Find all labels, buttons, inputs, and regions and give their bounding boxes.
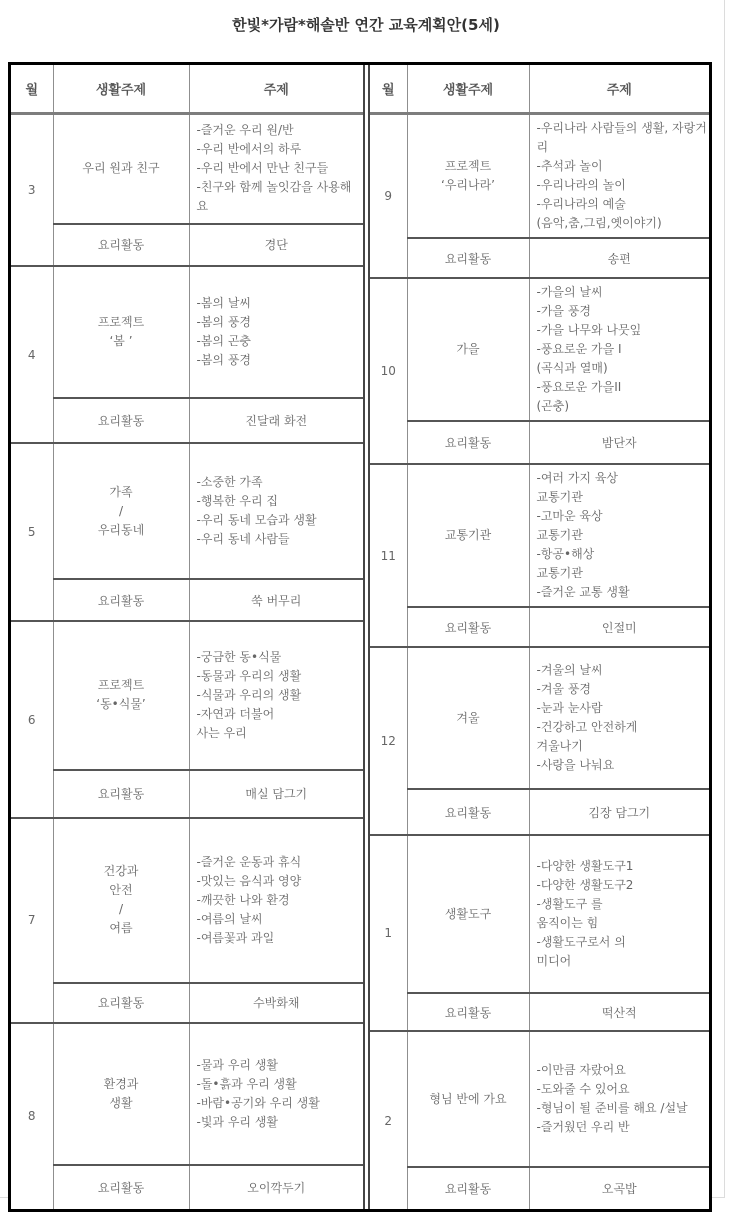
cooking-row [11,983,363,1023]
cooking-row [370,607,709,647]
cooking-value-cell: 쑥 버무리 [189,579,363,621]
cooking-row [11,1165,363,1209]
month-cell: 1 [370,835,407,1031]
cooking-row [11,398,363,443]
header-row [11,65,363,114]
theme-list-cell: -즐거운 운동과 휴식 -맛있는 음식과 영양 -깨끗한 나와 환경 -여름의 날씨 -여름꽃과 과일 [189,818,363,983]
month-cell: 12 [370,647,407,835]
cooking-row [370,238,709,278]
cooking-value-cell: 오곡밥 [529,1167,709,1209]
cooking-label-cell: 요리활동 [407,421,529,464]
cooking-value-cell: 경단 [189,224,363,266]
theme-row [370,1031,709,1167]
cooking-row [11,224,363,266]
month-cell: 8 [11,1023,53,1209]
theme-list-cell: -겨울의 날씨 -겨울 풍경 -눈과 눈사람 -건강하고 안전하게 겨울나기 -사랑을 나눠요 [529,647,709,789]
life-theme-cell: 형님 반에 가요 [407,1031,529,1167]
cooking-row [11,579,363,621]
header-month: 월 [11,65,53,114]
month-cell: 4 [11,266,53,444]
theme-row [11,443,363,579]
theme-list-cell: -봄의 날씨 -봄의 풍경 -봄의 곤충 -봄의 풍경 [189,266,363,399]
life-theme-cell: 프로젝트 ‘우리나라’ [407,114,529,239]
month-block-7 [11,818,363,1023]
month-cell: 7 [11,818,53,1023]
month-cell: 5 [11,443,53,621]
month-block-9 [370,114,709,279]
table-divider [363,65,370,1209]
theme-list-cell: -소중한 가족 -행복한 우리 집 -우리 동네 모습과 생활 -우리 동네 사람들 [189,443,363,579]
header-theme: 주제 [189,65,363,114]
life-theme-cell: 환경과 생활 [53,1023,189,1165]
life-theme-cell: 교통기관 [407,464,529,607]
cooking-row [11,770,363,818]
month-block-8 [11,1023,363,1209]
life-theme-cell: 프로젝트 ‘동•식물’ [53,621,189,770]
theme-row [11,114,363,224]
life-theme-cell: 우리 원과 친구 [53,114,189,224]
header-row [370,65,709,114]
life-theme-cell: 가을 [407,278,529,421]
theme-row [11,1023,363,1165]
theme-list-cell: -궁금한 동•식물 -동물과 우리의 생활 -식물과 우리의 생활 -자연과 더불어 사는 우리 [189,621,363,770]
theme-list-cell: -이만큼 자랐어요 -도와줄 수 있어요 -형님이 될 준비를 해요 /설날 -즐거웠던 우리 반 [529,1031,709,1167]
cooking-value-cell: 진달래 화전 [189,398,363,443]
cooking-label-cell: 요리활동 [53,983,189,1023]
header-month: 월 [370,65,407,114]
cooking-value-cell: 수박화채 [189,983,363,1023]
cooking-row [370,1167,709,1209]
life-theme-cell: 건강과 안전 / 여름 [53,818,189,983]
theme-row [370,278,709,421]
theme-list-cell: -물과 우리 생활 -돌•흙과 우리 생활 -바람•공기와 우리 생활 -빛과 우리 생활 [189,1023,363,1165]
theme-list-cell: -다양한 생활도구1 -다양한 생활도구2 -생활도구 를 움직이는 힘 -생활도구로서 의 미디어 [529,835,709,993]
theme-row [370,835,709,993]
cooking-row [370,421,709,464]
month-block-6 [11,621,363,818]
annual-plan-table [8,62,712,1212]
month-cell: 2 [370,1031,407,1209]
theme-row [11,818,363,983]
life-theme-cell: 가족 / 우리동네 [53,443,189,579]
cooking-value-cell: 밤단자 [529,421,709,464]
cooking-value-cell: 김장 담그기 [529,789,709,835]
cooking-value-cell: 인절미 [529,607,709,647]
schedule-table-right [370,65,709,1209]
month-block-1 [370,835,709,1031]
theme-list-cell: -가을의 날씨 -가을 풍경 -가을 나무와 나뭇잎 -풍요로운 가을 I (곡식과 열매) -풍요로운 가을II (곤충) [529,278,709,421]
theme-row [370,464,709,607]
schedule-table-left [11,65,363,1209]
theme-row [11,621,363,770]
header-life-theme: 생활주제 [407,65,529,114]
cooking-value-cell: 송편 [529,238,709,278]
cooking-label-cell: 요리활동 [53,770,189,818]
cooking-label-cell: 요리활동 [407,607,529,647]
cooking-value-cell: 떡산적 [529,993,709,1031]
cooking-row [370,993,709,1031]
cooking-label-cell: 요리활동 [407,993,529,1031]
month-block-12 [370,647,709,835]
theme-row [11,266,363,399]
cooking-label-cell: 요리활동 [53,224,189,266]
cooking-row [370,789,709,835]
month-cell: 3 [11,114,53,266]
theme-list-cell: -여러 가지 육상 교통기관 -고마운 육상 교통기관 -항공•해상 교통기관 -즐거운 교통 생활 [529,464,709,607]
month-cell: 6 [11,621,53,818]
cooking-label-cell: 요리활동 [53,579,189,621]
theme-list-cell: -우리나라 사람들의 생활, 자랑거리 -추석과 놀이 -우리나라의 놀이 -우리나라의 예술 (음악,춤,그림,옛이야기) [529,114,709,239]
page-title: 한빛*가람*해솔반 연간 교육계획안(5세) [232,16,500,34]
cooking-label-cell: 요리활동 [53,398,189,443]
cooking-label-cell: 요리활동 [53,1165,189,1209]
life-theme-cell: 겨울 [407,647,529,789]
life-theme-cell: 프로젝트 ‘봄 ’ [53,266,189,399]
header-theme: 주제 [529,65,709,114]
header-life-theme: 생활주제 [53,65,189,114]
month-block-10 [370,278,709,464]
month-cell: 11 [370,464,407,647]
month-block-4 [11,266,363,444]
theme-row [370,114,709,239]
cooking-value-cell: 오이깍두기 [189,1165,363,1209]
month-cell: 9 [370,114,407,279]
cooking-label-cell: 요리활동 [407,789,529,835]
cooking-label-cell: 요리활동 [407,238,529,278]
month-cell: 10 [370,278,407,464]
month-block-3 [11,114,363,266]
theme-row [370,647,709,789]
month-block-2 [370,1031,709,1209]
life-theme-cell: 생활도구 [407,835,529,993]
cooking-label-cell: 요리활동 [407,1167,529,1209]
month-block-5 [11,443,363,621]
cooking-value-cell: 매실 담그기 [189,770,363,818]
theme-list-cell: -즐거운 우리 원/반 -우리 반에서의 하루 -우리 반에서 만난 친구들 -친구와 함께 놀잇감을 사용해요 [189,114,363,224]
month-block-11 [370,464,709,647]
